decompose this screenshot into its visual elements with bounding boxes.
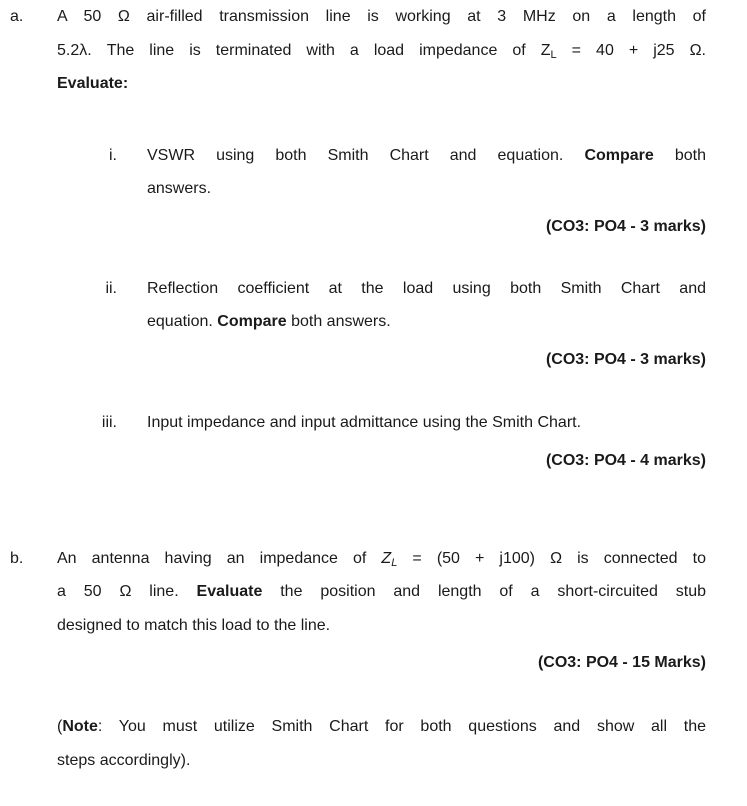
item-ii-numeral: ii.: [105, 279, 117, 297]
item-i-body: [147, 139, 706, 244]
question-a-intro-line-1: [57, 0, 706, 34]
text-segment: 5.2λ. The line is terminated with a load impedance of Z: [57, 41, 551, 59]
question-a: [10, 0, 706, 478]
item-i-line-1: [147, 139, 706, 173]
item-ii-line-1: [147, 272, 706, 306]
question-a-label: a.: [10, 8, 24, 25]
question-a-item-iii: [57, 406, 706, 477]
item-ii-body: [147, 272, 706, 377]
question-b-line-1: [57, 542, 706, 576]
question-a-intro-line-2: [57, 34, 706, 68]
item-ii-line-2: [147, 305, 706, 339]
impedance-variable: Z: [381, 549, 392, 567]
item-ii-marks-badge: (CO3: PO4 - 3 marks): [545, 350, 706, 368]
text-segment: steps accordingly).: [57, 751, 191, 769]
text-segment: VSWR using both Smith Chart and equation.: [147, 146, 585, 164]
compare-keyword: Compare: [584, 146, 654, 164]
spacer: [117, 272, 147, 377]
question-b-line-3: [57, 609, 706, 643]
note-block: [57, 710, 706, 777]
text-segment: (: [57, 717, 63, 735]
text-segment: a 50 Ω line.: [57, 583, 197, 601]
spacer: [117, 139, 147, 244]
evaluate-keyword: Evaluate:: [57, 75, 129, 93]
text-segment: Input impedance and input admittance using the Smith Chart.: [147, 414, 582, 432]
question-b-marks-badge: (CO3: PO4 - 15 Marks): [537, 654, 706, 672]
text-segment: An antenna having an impedance of: [57, 549, 382, 567]
question-a-intro-line-3: [57, 67, 706, 101]
text-segment: : You must utilize Smith Chart for both questions and show all the: [97, 717, 706, 735]
item-iii-numeral: iii.: [101, 414, 117, 432]
text-segment: A 50 Ω air-filled transmission line is working at 3 MHz on a length of: [57, 8, 706, 25]
impedance-symbol: [381, 550, 397, 567]
note-keyword: Note: [62, 717, 98, 735]
impedance-subscript: L: [391, 556, 398, 569]
item-i-marks-badge: (CO3: PO4 - 3 marks): [545, 217, 706, 235]
item-iii-line-1: [147, 406, 706, 440]
question-b-body: [57, 542, 706, 778]
question-a-item-ii: [57, 272, 706, 377]
question-a-item-i: [57, 139, 706, 244]
text-segment: designed to match this load to the line.: [57, 616, 331, 634]
spacer: [117, 406, 147, 477]
note-line-2: [57, 744, 706, 778]
text-segment: both: [653, 146, 707, 164]
text-segment: equation.: [147, 313, 218, 331]
text-segment: Reflection coefficient at the load using both Smith Chart and: [147, 279, 706, 297]
compare-keyword: Compare: [217, 313, 287, 331]
question-a-body: [57, 0, 706, 478]
text-segment: = (50 + j100) Ω is connected to: [397, 549, 707, 567]
question-b: [10, 542, 706, 778]
item-iii-body: [147, 406, 706, 477]
text-segment: = 40 + j25 Ω.: [556, 41, 707, 59]
question-b-line-2: [57, 575, 706, 609]
item-i-line-2: [147, 172, 706, 206]
note-line-1: [57, 710, 706, 744]
text-segment: answers.: [147, 180, 212, 198]
evaluate-keyword: Evaluate: [196, 583, 263, 601]
question-b-label: b.: [10, 549, 24, 567]
text-segment: both answers.: [286, 313, 391, 331]
item-i-numeral: i.: [109, 146, 117, 164]
text-segment: the position and length of a short-circuited stub: [262, 583, 707, 601]
item-iii-marks-badge: (CO3: PO4 - 4 marks): [545, 451, 706, 469]
impedance-subscript: L: [550, 48, 557, 61]
